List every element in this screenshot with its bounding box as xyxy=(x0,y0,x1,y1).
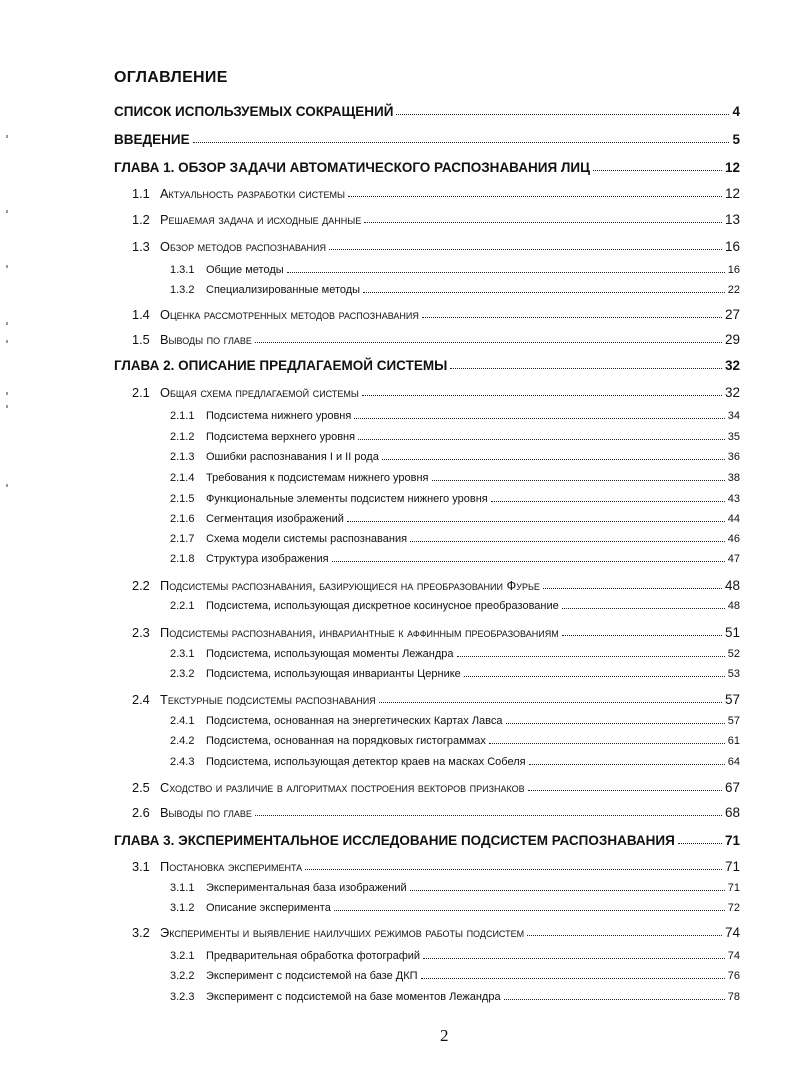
toc-entry-number: 2.4.2 xyxy=(170,735,195,747)
toc-entry-title: ВВЕДЕНИЕ xyxy=(114,132,190,147)
dot-leader xyxy=(193,142,730,143)
toc-entry-page: 47 xyxy=(727,553,740,565)
toc-entry-page: 32 xyxy=(724,358,740,373)
dot-leader xyxy=(358,439,725,440)
toc-entry-title: Подсистема, использующая детектор краев на масках Собеля xyxy=(206,756,526,768)
toc-subsection[interactable] xyxy=(170,666,740,680)
toc-entry-number: 2.3.2 xyxy=(170,668,195,680)
dot-leader xyxy=(450,368,722,369)
toc-entry-page: 64 xyxy=(727,756,740,768)
toc-entry-title: Сегментация изображений xyxy=(206,513,344,525)
dot-leader xyxy=(506,723,725,724)
toc-entry-number: 3.2.3 xyxy=(170,991,195,1003)
toc-section[interactable] xyxy=(132,803,740,820)
dot-leader xyxy=(464,676,725,677)
toc-section[interactable] xyxy=(132,237,740,254)
toc-section[interactable] xyxy=(132,576,740,593)
toc-entry-title: Подсистема, использующая дискретное косинусное преобразование xyxy=(206,600,559,612)
toc-entry-number: 2.1.6 xyxy=(170,513,195,525)
toc-entry-title: Общая схема предлагаемой системы xyxy=(160,385,359,400)
toc-entry-title: Выводы по главе xyxy=(160,332,252,347)
toc-entry-number: 2.1.7 xyxy=(170,533,195,545)
toc-subsection[interactable] xyxy=(170,511,740,525)
toc-entry-number: 3.1 xyxy=(132,859,150,874)
margin-mark xyxy=(6,392,8,395)
toc-entry-page: 22 xyxy=(727,284,740,296)
toc-subsection[interactable] xyxy=(170,531,740,545)
toc-entry-title: Ошибки распознавания I и II рода xyxy=(206,451,379,463)
dot-leader xyxy=(329,249,722,250)
dot-leader xyxy=(457,656,725,657)
margin-mark xyxy=(6,322,8,325)
toc-entry-title: Решаемая задача и исходные данные xyxy=(160,212,362,227)
toc-subsection[interactable] xyxy=(170,733,740,747)
toc-entry-title: Подсистема, основанная на порядковых гистограммах xyxy=(206,735,486,747)
toc-entry-title: Структура изображения xyxy=(206,553,329,565)
toc-section[interactable] xyxy=(132,184,740,201)
toc-entry-number: 2.1.5 xyxy=(170,493,195,505)
dot-leader xyxy=(543,588,722,589)
toc-entry-number: 2.1.4 xyxy=(170,472,195,484)
dot-leader xyxy=(562,608,725,609)
toc-entry-number: 3.1.1 xyxy=(170,882,195,894)
toc-entry-page: 43 xyxy=(727,493,740,505)
toc-entry-title: Подсистема, основанная на энергетических Картах Лавса xyxy=(206,715,503,727)
toc-entry-page: 44 xyxy=(727,513,740,525)
toc-entry-number: 1.2 xyxy=(132,212,150,227)
toc-entry-number: 2.3.1 xyxy=(170,648,195,660)
toc-entry-title: Подсистема, использующая инварианты Цернике xyxy=(206,668,461,680)
toc-entry-number: 2.4 xyxy=(132,692,150,707)
toc-entry-page: 32 xyxy=(724,385,740,400)
dot-leader xyxy=(489,743,725,744)
toc-entry-page: 71 xyxy=(724,859,740,874)
toc-section[interactable] xyxy=(132,778,740,795)
toc-entry-title: Функциональные элементы подсистем нижнего уровня xyxy=(206,493,488,505)
toc-entry-page: 4 xyxy=(732,104,740,119)
dot-leader xyxy=(287,272,725,273)
toc-chapter[interactable] xyxy=(114,830,740,848)
toc-section[interactable] xyxy=(132,383,740,400)
toc-subsection[interactable] xyxy=(170,968,740,982)
margin-mark xyxy=(6,265,8,268)
dot-leader xyxy=(410,890,725,891)
toc-entry-page: 57 xyxy=(724,692,740,707)
toc-entry-page: 51 xyxy=(724,625,740,640)
dot-leader xyxy=(347,521,725,522)
toc-subsection[interactable] xyxy=(170,900,740,914)
toc-entry-title: Специализированные методы xyxy=(206,284,361,296)
toc-entry-title: Схема модели системы распознавания xyxy=(206,533,408,545)
dot-leader xyxy=(421,978,725,979)
toc-entry-number: 2.1.8 xyxy=(170,553,195,565)
toc-entry-title: Оценка рассмотренных методов распознавания xyxy=(160,307,419,322)
toc-entry-title: Обзор методов распознавания xyxy=(160,239,326,254)
dot-leader xyxy=(396,114,729,115)
toc-section[interactable] xyxy=(132,857,740,874)
toc-entry-page: 74 xyxy=(724,925,740,940)
toc-entry-number: 2.4.3 xyxy=(170,756,195,768)
dot-leader xyxy=(529,764,725,765)
dot-leader xyxy=(305,869,722,870)
toc-entry-title: ГЛАВА 2. ОПИСАНИЕ ПРЕДЛАГАЕМОЙ СИСТЕМЫ xyxy=(114,358,448,373)
page-title: ОГЛАВЛЕНИЕ xyxy=(114,69,228,86)
toc-entry-page: 52 xyxy=(727,648,740,660)
toc-entry-page: 36 xyxy=(727,451,740,463)
toc-entry-page: 71 xyxy=(724,833,740,848)
toc-entry-number: 2.1.1 xyxy=(170,410,195,422)
toc-entry-page: 13 xyxy=(724,212,740,227)
dot-leader xyxy=(364,222,722,223)
toc-entry-page: 71 xyxy=(727,882,740,894)
dot-leader xyxy=(362,395,722,396)
toc-entry-title: Выводы по главе xyxy=(160,805,252,820)
toc-entry-title: Актуальность разработки системы xyxy=(160,186,345,201)
toc-section[interactable] xyxy=(132,305,740,322)
toc-entry-title: Эксперимент с подсистемой на базе моментов Лежандра xyxy=(206,991,501,1003)
dot-leader xyxy=(422,317,722,318)
dot-leader xyxy=(382,459,725,460)
dot-leader xyxy=(334,910,725,911)
margin-mark xyxy=(6,340,8,343)
toc-subsection[interactable] xyxy=(170,598,740,612)
dot-leader xyxy=(528,790,722,791)
toc-entry-number: 1.3.1 xyxy=(170,264,195,276)
toc-entry-page: 72 xyxy=(727,902,740,914)
toc-section[interactable] xyxy=(132,623,740,640)
toc-entry-title: ГЛАВА 1. ОБЗОР ЗАДАЧИ АВТОМАТИЧЕСКОГО РАСПОЗНАВАНИЯ ЛИЦ xyxy=(114,160,590,175)
toc-entry-page: 53 xyxy=(727,668,740,680)
toc-entry-number: 2.5 xyxy=(132,780,150,795)
toc-entry-number: 2.1.2 xyxy=(170,431,195,443)
toc-entry-number: 2.3 xyxy=(132,625,150,640)
toc-subsection[interactable] xyxy=(170,282,740,296)
toc-entry-title: Сходство и различие в алгоритмах построения векторов признаков xyxy=(160,780,525,795)
dot-leader xyxy=(348,196,722,197)
toc-entry-number: 2.1 xyxy=(132,385,150,400)
toc-chapter[interactable] xyxy=(114,157,740,175)
toc-entry-title: Эксперимент с подсистемой на базе ДКП xyxy=(206,970,418,982)
toc-entry-title: Подсистемы распознавания, инвариантные к аффинным преобразованиям xyxy=(160,625,559,640)
margin-mark xyxy=(6,484,8,487)
toc-entry-page: 35 xyxy=(727,431,740,443)
toc-entry-title: Постановка эксперимента xyxy=(160,859,303,874)
toc-entry-title: Подсистемы распознавания, базирующиеся на преобразовании Фурье xyxy=(160,578,540,593)
toc-entry-page: 38 xyxy=(727,472,740,484)
toc-chapter[interactable] xyxy=(114,101,740,119)
toc-entry-title: Требования к подсистемам нижнего уровня xyxy=(206,472,429,484)
toc-entry-page: 68 xyxy=(724,805,740,820)
toc-section[interactable] xyxy=(132,330,740,347)
toc-entry-number: 2.2 xyxy=(132,578,150,593)
toc-entry-title: Общие методы xyxy=(206,264,284,276)
toc-entry-number: 1.3 xyxy=(132,239,150,254)
dot-leader xyxy=(593,170,722,171)
toc-subsection[interactable] xyxy=(170,491,740,505)
toc-subsection[interactable] xyxy=(170,449,740,463)
dot-leader xyxy=(363,292,725,293)
toc-entry-page: 76 xyxy=(727,970,740,982)
toc-section[interactable] xyxy=(132,690,740,707)
toc-section[interactable] xyxy=(132,210,740,227)
toc-entry-title: Подсистема, использующая моменты Лежандра xyxy=(206,648,454,660)
toc-entry-title: Описание эксперимента xyxy=(206,902,331,914)
toc-entry-title: СПИСОК ИСПОЛЬЗУЕМЫХ СОКРАЩЕНИЙ xyxy=(114,104,394,119)
dot-leader xyxy=(678,843,722,844)
toc-entry-title: Предварительная обработка фотографий xyxy=(206,950,421,962)
margin-mark xyxy=(6,135,8,138)
toc-entry-number: 1.1 xyxy=(132,186,150,201)
margin-mark xyxy=(6,210,8,213)
toc-entry-number: 3.2 xyxy=(132,925,150,940)
toc-subsection[interactable] xyxy=(170,262,740,276)
toc-entry-number: 1.4 xyxy=(132,307,150,322)
toc-subsection[interactable] xyxy=(170,948,740,962)
dot-leader xyxy=(491,501,725,502)
toc-entry-number: 3.2.1 xyxy=(170,950,195,962)
toc-entry-number: 3.1.2 xyxy=(170,902,195,914)
toc-entry-title: Экспериментальная база изображений xyxy=(206,882,407,894)
toc-entry-number: 2.1.3 xyxy=(170,451,195,463)
toc-entry-title: Эксперименты и выявление наилучших режимов работы подсистем xyxy=(160,925,525,940)
toc-subsection[interactable] xyxy=(170,989,740,1003)
margin-mark xyxy=(6,405,8,408)
toc-entry-title: Текстурные подсистемы распознавания xyxy=(160,692,376,707)
toc-entry-number: 1.5 xyxy=(132,332,150,347)
toc-subsection[interactable] xyxy=(170,754,740,768)
toc-entry-number: 2.4.1 xyxy=(170,715,195,727)
toc-entry-number: 2.2.1 xyxy=(170,600,195,612)
toc-subsection[interactable] xyxy=(170,408,740,422)
toc-entry-page: 61 xyxy=(727,735,740,747)
toc-entry-page: 74 xyxy=(727,950,740,962)
toc-entry-page: 57 xyxy=(727,715,740,727)
dot-leader xyxy=(432,480,725,481)
toc-entry-page: 12 xyxy=(724,186,740,201)
toc-subsection[interactable] xyxy=(170,713,740,727)
toc-entry-page: 67 xyxy=(724,780,740,795)
toc-entry-page: 48 xyxy=(727,600,740,612)
toc-entry-page: 78 xyxy=(727,991,740,1003)
page-number: 2 xyxy=(440,1026,449,1045)
toc-entry-page: 27 xyxy=(724,307,740,322)
toc-chapter[interactable] xyxy=(114,355,740,373)
toc-section[interactable] xyxy=(132,923,740,940)
toc-subsection[interactable] xyxy=(170,646,740,660)
dot-leader xyxy=(255,342,722,343)
toc-entry-number: 2.6 xyxy=(132,805,150,820)
dot-leader xyxy=(504,999,725,1000)
toc-entry-title: Подсистема нижнего уровня xyxy=(206,410,352,422)
toc-subsection[interactable] xyxy=(170,429,740,443)
toc-entry-page: 12 xyxy=(724,160,740,175)
toc-entry-page: 16 xyxy=(724,239,740,254)
dot-leader xyxy=(255,815,722,816)
dot-leader xyxy=(410,541,725,542)
toc-subsection[interactable] xyxy=(170,880,740,894)
toc-entry-number: 3.2.2 xyxy=(170,970,195,982)
toc-subsection[interactable] xyxy=(170,551,740,565)
toc-entry-page: 29 xyxy=(724,332,740,347)
toc-entry-title: ГЛАВА 3. ЭКСПЕРИМЕНТАЛЬНОЕ ИССЛЕДОВАНИЕ ПОДСИСТЕМ РАСПОЗНАВАНИЯ xyxy=(114,833,675,848)
toc-entry-page: 16 xyxy=(727,264,740,276)
dot-leader xyxy=(527,935,722,936)
toc-entry-page: 34 xyxy=(727,410,740,422)
toc-entry-number: 1.3.2 xyxy=(170,284,195,296)
toc-chapter[interactable] xyxy=(114,129,740,147)
toc-subsection[interactable] xyxy=(170,470,740,484)
dot-leader xyxy=(332,561,725,562)
toc-entry-page: 5 xyxy=(732,132,740,147)
dot-leader xyxy=(354,418,724,419)
dot-leader xyxy=(379,702,722,703)
toc-entry-page: 46 xyxy=(727,533,740,545)
dot-leader xyxy=(562,635,722,636)
toc-entry-title: Подсистема верхнего уровня xyxy=(206,431,356,443)
dot-leader xyxy=(423,958,725,959)
toc-entry-page: 48 xyxy=(724,578,740,593)
